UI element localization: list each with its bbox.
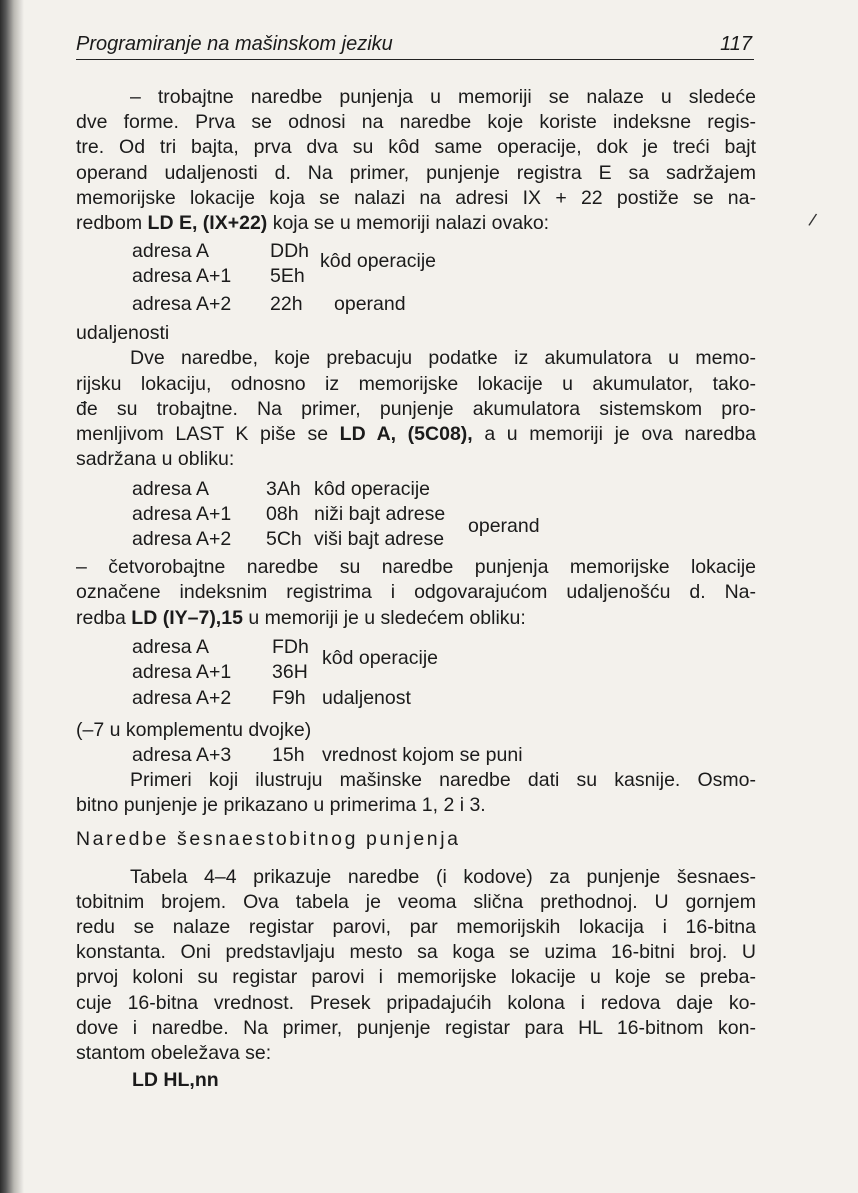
text-line: Dve naredbe, koje prebacuju podatke iz akumulatora u memo-: [130, 347, 756, 370]
text-line: Primeri koji ilustruju mašinske naredbe dati su kasnije. Osmo-: [130, 769, 756, 791]
text-run: redbom: [76, 211, 148, 234]
text-line: operand udaljenosti d. Na primer, punjenje registra E sa sadržajem: [76, 161, 756, 184]
section-heading: [76, 827, 756, 852]
text-line: đe su trobajtne. Na primer, punjenje akumulatora sistemskom pro-: [76, 397, 756, 420]
address-label: adresa A+1: [132, 503, 232, 526]
text-run: menljivom LAST K piše se: [76, 422, 340, 445]
paragraph-four-byte-instructions: [76, 555, 756, 631]
address-label: adresa A: [132, 478, 209, 501]
instruction-code: LD HL,nn: [132, 1069, 219, 1092]
memory-row: [76, 477, 756, 502]
byte-value: DDh: [270, 240, 310, 263]
text-line: [76, 422, 756, 447]
page-number: 117: [720, 33, 752, 55]
address-label: adresa A+1: [132, 265, 232, 288]
margin-mark: /: [807, 209, 819, 231]
memory-row: [76, 515, 756, 552]
running-title: Programiranje na mašinskom jeziku: [76, 33, 393, 55]
byte-value: 36H: [272, 660, 308, 683]
text-line: dve forme. Prva se odnosi na naredbe koje koriste indeksne regis-: [76, 111, 756, 134]
text-line: [76, 606, 756, 631]
byte-value: 3Ah: [266, 478, 301, 501]
bracket-label: operand: [468, 515, 540, 538]
address-label: adresa A: [132, 240, 209, 263]
text-line: udaljenosti: [76, 322, 170, 345]
byte-value: F9h: [272, 686, 306, 709]
byte-description: vrednost kojom se puni: [322, 744, 523, 766]
byte-value: 5Eh: [270, 265, 305, 288]
memory-row: [76, 502, 756, 527]
text-line: stantom obeležava se:: [76, 1041, 272, 1064]
text-run: u memoriji je u sledećem obliku:: [242, 606, 526, 629]
address-label: adresa A+2: [132, 293, 232, 316]
text-line: tre. Od tri bajta, prva dva su kôd same operacije, dok je treći bajt: [76, 136, 756, 159]
section-title: Naredbe šesnaestobitnog punjenja: [76, 828, 461, 851]
memory-row: [76, 743, 756, 768]
memory-example-1: [76, 239, 756, 346]
instruction-code: LD (IY–7),15: [131, 606, 243, 629]
byte-description: viši bajt adrese: [314, 528, 445, 551]
text-line: označene indeksnim registrima i odgovarajućom udaljenošću d. Na-: [76, 581, 756, 604]
paragraph-examples: [76, 768, 756, 818]
text-line: tobitnim brojem. Ova tabela je veoma slična prethodnoj. U gornjem: [76, 890, 756, 913]
memory-example-2: [76, 477, 756, 552]
address-label: adresa A: [132, 635, 209, 658]
address-label: adresa A+2: [132, 528, 232, 551]
bracket-label: kôd operacije: [322, 646, 438, 669]
text-line: (–7 u komplementu dvojke): [76, 718, 312, 741]
byte-description: udaljenost: [322, 686, 411, 709]
page-body: [76, 85, 756, 1093]
address-label: adresa A+3: [132, 744, 232, 766]
paragraph-three-byte-instructions: [76, 85, 756, 236]
text-line: prvoj koloni su registar parovi i memorijske lokacije u koje se preba-: [76, 966, 756, 989]
paragraph-accumulator-instructions: [76, 346, 756, 472]
text-line: rijsku lokaciju, odnosno iz memorijske lokacije u akumulator, tako-: [76, 372, 756, 395]
byte-description: operand: [334, 293, 406, 316]
text-line: memorijske lokacije koja se nalazi na adresi IX + 22 postiže se na-: [76, 186, 756, 209]
text-line: redu se nalaze registar parovi, par memorijskih lokacija i 16-bitna: [76, 915, 756, 938]
byte-value: 15h: [272, 744, 305, 766]
instruction-code: LD A, (5C08),: [339, 422, 473, 445]
page-header: [76, 33, 754, 60]
paragraph-sixteen-bit-load: [76, 865, 756, 1067]
byte-description: kôd operacije: [314, 478, 430, 501]
memory-row: [76, 292, 756, 317]
text-line: dove i naredbe. Na primer, punjenje registar para HL 16-bitnom kon-: [76, 1016, 756, 1039]
text-line: sadržana u obliku:: [76, 448, 235, 471]
byte-value: 08h: [266, 503, 299, 526]
text-run: koja se u memoriji nalazi ovako:: [267, 211, 550, 234]
memory-example-3: [76, 635, 756, 768]
book-spine-shadow: [0, 0, 24, 1193]
memory-row: [76, 686, 756, 711]
text-line: Tabela 4–4 prikazuje naredbe (i kodove) za punjenje šesnaes-: [130, 865, 756, 888]
byte-value: FDh: [272, 635, 309, 658]
byte-value: 22h: [270, 293, 303, 316]
text-line: konstanta. Oni predstavljaju mesto sa koga se uzima 16-bitni broj. U: [76, 941, 756, 964]
text-line: – trobajtne naredbe punjenja u memoriji se nalaze u sledeće: [130, 86, 756, 108]
address-label: adresa A+2: [132, 686, 232, 709]
text-line: – četvorobajtne naredbe su naredbe punjenja memorijske lokacije: [76, 556, 756, 579]
text-line: bitno punjenje je prikazano u primerima 1, 2 i 3.: [76, 794, 486, 817]
address-label: adresa A+1: [132, 660, 232, 683]
text-line: [76, 211, 756, 236]
byte-value: 5Ch: [266, 528, 302, 551]
text-run: redba: [76, 606, 132, 629]
text-line: cuje 16-bitna vrednost. Presek pripadajućih kolona i redova daje ko-: [76, 991, 756, 1014]
text-run: a u memoriji je ova naredba: [472, 422, 756, 445]
final-instruction-block: [76, 1068, 756, 1093]
byte-description: niži bajt adrese: [314, 503, 446, 526]
instruction-code: LD E, (IX+22): [147, 211, 268, 234]
bracket-label: kôd operacije: [320, 250, 436, 273]
